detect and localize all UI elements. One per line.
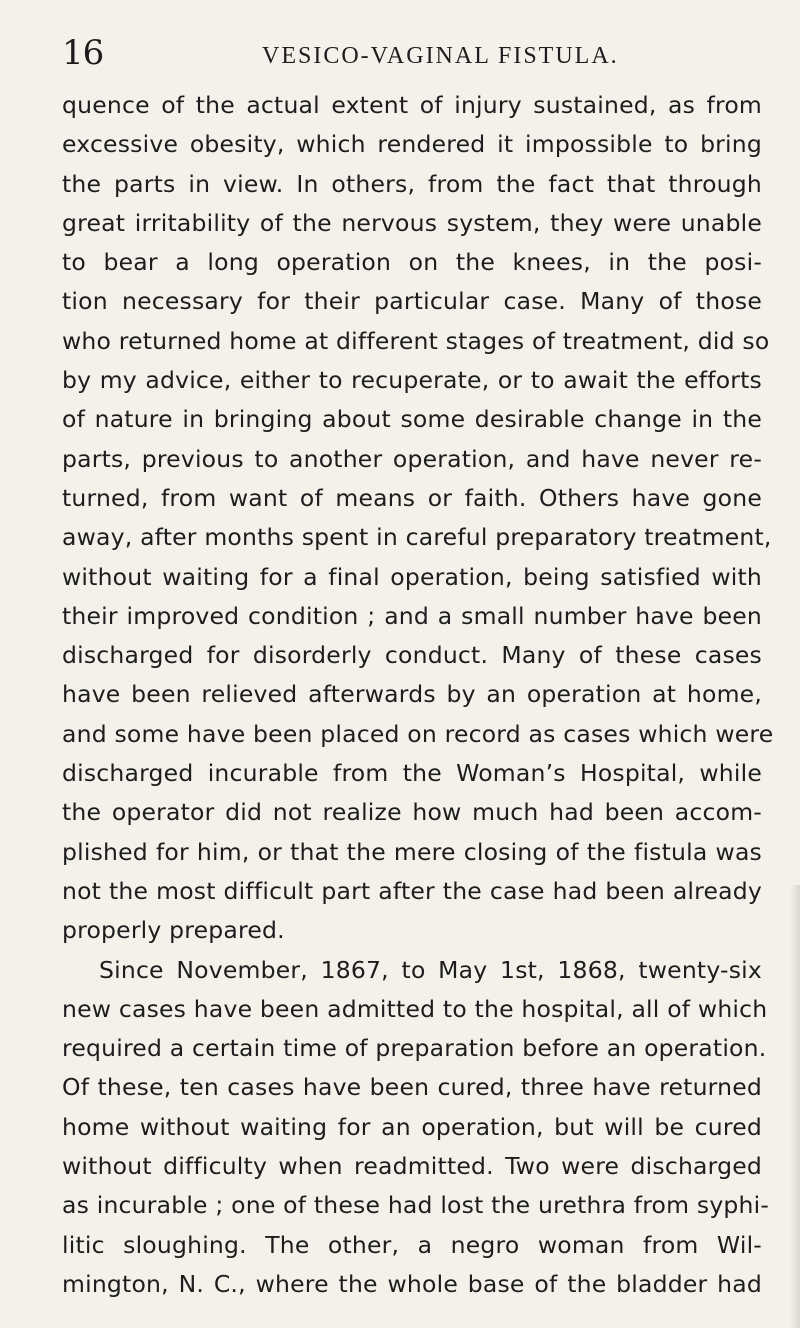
text-line-12: away, after months spent in careful preparatory treatment, [62,523,772,552]
text-line-7: who returned home at different stages of treatment, did so [62,326,770,355]
text-line-23: Since November, 1867, to May 1st, 1868, twenty-six [99,955,762,984]
text-line-14: their improved condition ; and a small number have been [62,601,762,630]
text-line-26: Of these, ten cases have been cured, three have returned [62,1073,762,1102]
text-line-21: not the most difficult part after the case had been already [62,876,762,905]
text-line-9: of nature in bringing about some desirable change in the [62,405,762,434]
page-number: 16 [62,33,104,73]
text-line-25: required a certain time of preparation before an operation. [62,1034,767,1063]
text-line-28: without difficulty when readmitted. Two were discharged [62,1152,762,1181]
body-text [62,86,774,1304]
text-line-20: plished for him, or that the mere closing of the fistula was [62,837,762,866]
text-line-27: home without waiting for an operation, but will be cured [62,1112,762,1141]
text-line-30: litic sloughing. The other, a negro woman from Wil- [62,1230,762,1259]
text-line-3: the parts in view. In others, from the fact that through [62,169,762,198]
text-line-8: by my advice, either to recuperate, or to await the efforts [62,366,762,395]
text-line-24: new cases have been admitted to the hospital, all of which [62,994,768,1023]
text-line-31: mington, N. C., where the whole base of the bladder had [62,1269,762,1298]
text-line-13: without waiting for a final operation, being satisfied with [62,562,762,591]
text-line-29: as incurable ; one of these had lost the urethra from syphi- [62,1191,770,1220]
text-line-18: discharged incurable from the Woman’s Hospital, while [62,759,762,788]
text-line-22: properly prepared. [62,916,285,945]
text-line-19: the operator did not realize how much had been accom- [62,798,762,827]
text-line-1: quence of the actual extent of injury sustained, as from [62,91,762,119]
running-head: VESICO-VAGINAL FISTULA. [262,43,619,69]
page-edge-shadow [790,885,800,1328]
text-line-5: to bear a long operation on the knees, in the posi- [62,248,762,277]
text-line-17: and some have been placed on record as cases which were [62,719,774,748]
text-line-16: have been relieved afterwards by an operation at home, [62,680,762,709]
text-line-2: excessive obesity, which rendered it impossible to bring [62,130,762,159]
text-line-4: great irritability of the nervous system, they were unable [62,208,762,237]
page-header [62,28,762,78]
text-line-15: discharged for disorderly conduct. Many of these cases [62,641,762,670]
text-line-6: tion necessary for their particular case. Many of those [62,287,762,316]
text-line-10: parts, previous to another operation, and have never re- [62,444,762,473]
text-line-11: turned, from want of means or faith. Others have gone [62,483,762,512]
